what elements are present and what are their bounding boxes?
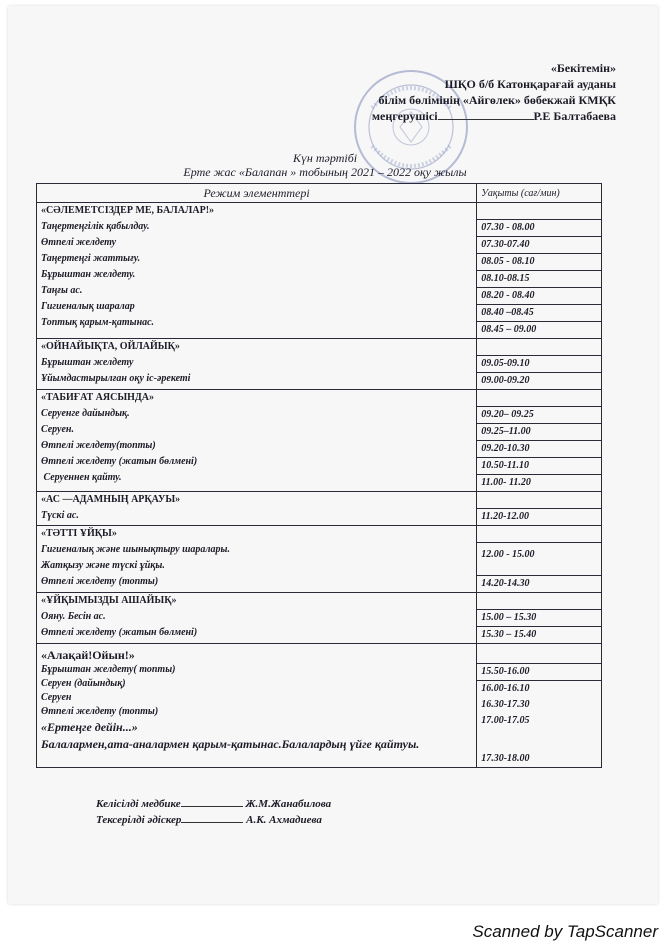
time-value: 09.05-09.10	[477, 355, 601, 372]
approval-director-name: Р.Е Балтабаева	[533, 109, 616, 123]
section-activities	[37, 492, 477, 526]
activity-item: Өтпелі желдету (топты)	[41, 706, 159, 717]
section-title: «АС —АДАМНЫҢ АРҚАУЫ»	[41, 494, 181, 505]
activity-item: «Ертеңге дейін...»	[41, 720, 138, 734]
activity-item: Ұйымдастырылған оқу іс-әрекеті	[41, 373, 191, 384]
activity-item: Топтық қарым-қатынас.	[41, 317, 155, 328]
time-value: 11.00- 11.20	[477, 474, 601, 491]
schedule-section-wake-up	[37, 593, 602, 644]
schedule-table	[36, 183, 602, 768]
activity-item: Серуен.	[41, 424, 74, 435]
methodist-label: Тексерілді әдіскер	[96, 814, 182, 826]
schedule-section-play-time	[37, 644, 602, 768]
approval-line-4	[372, 108, 616, 124]
nurse-name: Ж.М.Жанабилова	[245, 798, 332, 810]
time-value: 09.20– 09.25	[477, 406, 601, 423]
time-value: 15.30 – 15.40	[477, 626, 601, 643]
section-activities	[37, 339, 477, 390]
time-value: 09.20-10.30	[477, 440, 601, 457]
schedule-section-play-think	[37, 339, 602, 390]
activity-item: Бұрыштан желдету	[41, 357, 134, 368]
approval-line-1: «Бекітемін»	[550, 61, 616, 75]
activity-item: Өтпелі желдету (жатын бөлмені)	[41, 627, 198, 638]
section-title: «ТАБИҒАТ АЯСЫНДА»	[41, 392, 155, 403]
scanner-watermark: Scanned by TapScanner	[472, 922, 658, 941]
signature-line	[438, 108, 534, 120]
time-value: 09.00-09.20	[477, 372, 601, 389]
activity-item: Өтпелі желдету(топты)	[41, 440, 156, 451]
activity-item: Өтпелі желдету (жатын бөлмені)	[41, 456, 198, 467]
time-value: 11.20-12.00	[477, 508, 601, 525]
time-value: 10.50-11.10	[477, 457, 601, 474]
nurse-signature-line	[96, 796, 331, 810]
activity-item: Түскі ас.	[41, 510, 79, 521]
time-value: 08.40 –08.45	[477, 304, 601, 321]
section-times	[477, 644, 602, 768]
activity-item: Серуенге дайындық.	[41, 408, 130, 419]
activity-item: Серуен (дайындық)	[41, 678, 126, 689]
activity-item: Бұрыштан желдету( топты)	[41, 664, 176, 675]
activity-item: Өтпелі желдету (топты)	[41, 576, 159, 587]
schedule-section-meal	[37, 492, 602, 526]
activity-item: Жатқызу және түскі ұйқы.	[41, 560, 165, 571]
activity-item: Серуеннен қайту.	[41, 472, 122, 483]
section-times	[477, 203, 602, 339]
time-value: 16.30-17.30	[481, 699, 530, 710]
section-times	[477, 593, 602, 644]
approval-block	[372, 60, 616, 124]
document-title: Күн тәртібі	[292, 151, 358, 165]
time-value: 17.30-18.00	[481, 753, 530, 764]
activity-item: Серуен	[41, 692, 72, 703]
section-title: «СӘЛЕМЕТСІЗДЕР МЕ, БАЛАЛАР!»	[41, 205, 215, 216]
section-activities	[37, 203, 477, 339]
methodist-signature-line	[96, 812, 322, 826]
signature-scribble	[181, 812, 243, 823]
time-value: 08.05 - 08.10	[477, 253, 601, 270]
time-value: 08.45 – 09.00	[477, 321, 601, 338]
section-times	[477, 390, 602, 492]
time-value: 16.00-16.10	[477, 680, 601, 697]
section-activities	[37, 644, 477, 768]
activity-item: Гигиеналық және шынықтыру шаралары.	[41, 544, 230, 555]
section-times	[477, 339, 602, 390]
methodist-name: А.К. Ахмадиева	[246, 814, 322, 826]
time-value: 08.10-08.15	[477, 270, 601, 287]
table-header-row	[37, 184, 602, 203]
signature-scribble	[181, 796, 243, 807]
time-value: 07.30-07.40	[477, 236, 601, 253]
time-value: 15.50-16.00	[477, 663, 601, 680]
approval-line-2: ШҚО б/б Катонқарағай ауданы	[444, 77, 616, 91]
time-value: 08.20 - 08.40	[477, 287, 601, 304]
section-title: «ҰЙҚЫМЫЗДЫ АШАЙЫҚ»	[41, 595, 177, 606]
nurse-label: Келісілді медбике	[96, 798, 181, 810]
activity-item: Өтпелі желдету	[41, 237, 117, 248]
section-title: «Алақай!Ойын!»	[41, 648, 135, 662]
approval-position: меңгерушісі	[371, 109, 438, 123]
time-value: 09.25–11.00	[477, 423, 601, 440]
section-times	[477, 526, 602, 593]
time-value: 12.00 - 15.00	[477, 542, 601, 575]
section-title: «ТӘТТІ ҰЙҚЫ»	[41, 528, 117, 539]
header-regime-elements: Режим элементтері	[37, 184, 477, 203]
schedule-section-sleep	[37, 526, 602, 593]
activity-item: Таңертеңгілік қабылдау.	[41, 221, 150, 232]
time-value: 17.00-17.05	[481, 715, 530, 726]
time-value: 14.20-14.30	[477, 575, 601, 592]
schedule-section-nature	[37, 390, 602, 492]
activity-item: Балалармен,ата-аналармен қарым-қатынас.Балалардың үйге қайтуы.	[41, 737, 420, 751]
activity-item: Гигиеналық шаралар	[41, 301, 135, 312]
time-value: 15.00 – 15.30	[477, 609, 601, 626]
time-value: 07.30 - 08.00	[477, 219, 601, 236]
section-title: «ОЙНАЙЫҚТА, ОЙЛАЙЫҚ»	[41, 341, 180, 352]
activity-item: Ояну. Бесін ас.	[41, 611, 106, 622]
section-activities	[37, 593, 477, 644]
approval-line-3: білім бөлімінің «Айгөлек» бөбекжай КМҚК	[378, 93, 616, 107]
header-time: Уақыты (сағ/мин)	[477, 184, 602, 203]
activity-item: Бұрыштан желдету.	[41, 269, 136, 280]
document-subtitle: Ерте жас «Балапан » тобының 2021 – 2022 оқу жылы	[183, 165, 467, 179]
activity-item: Таңғы ас.	[41, 285, 83, 296]
activity-item: Таңертеңгі жаттығу.	[41, 253, 141, 264]
schedule-section-greeting	[37, 203, 602, 339]
section-activities	[37, 390, 477, 492]
section-activities	[37, 526, 477, 593]
section-times	[477, 492, 602, 526]
